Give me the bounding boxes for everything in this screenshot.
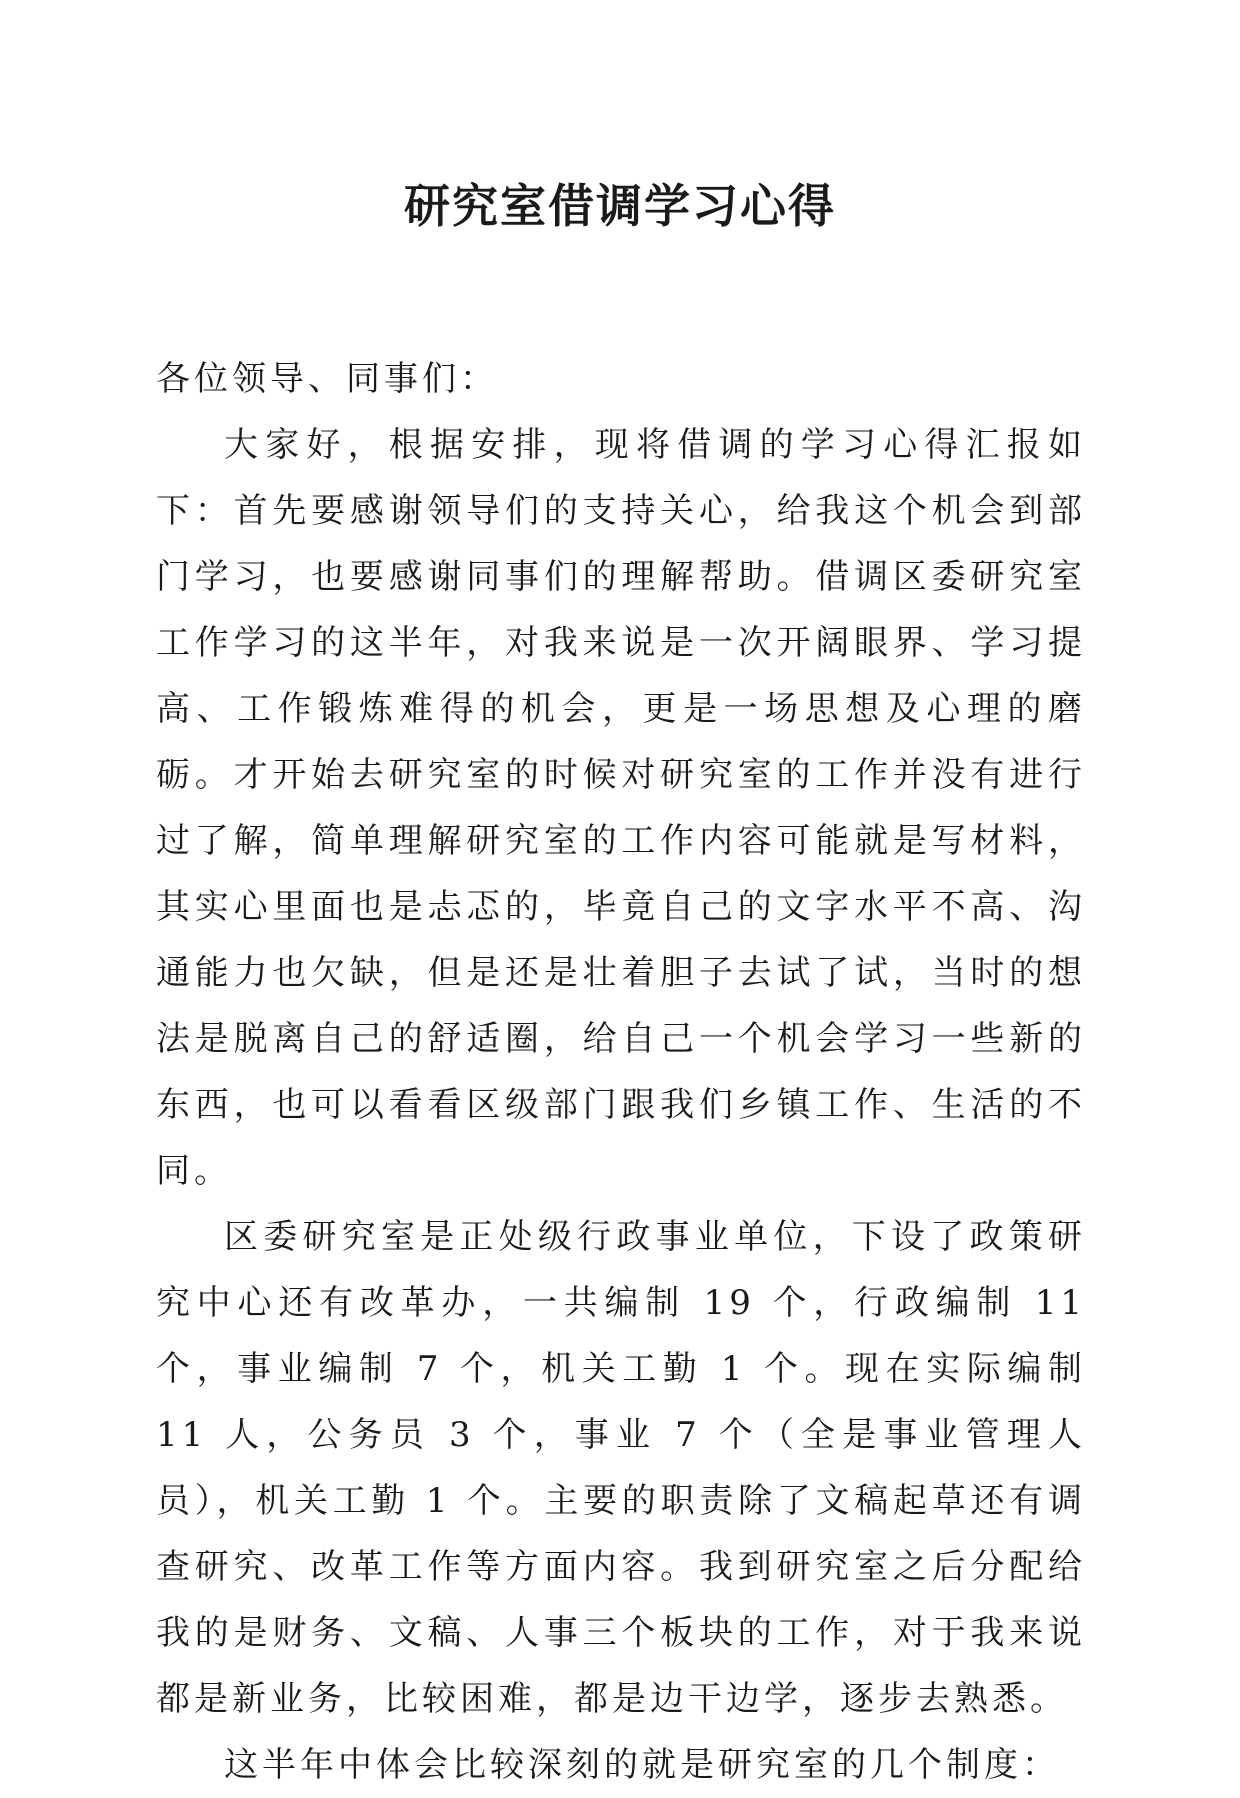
- paragraph-2: 区委研究室是正处级行政事业单位，下设了政策研究中心还有改革办，一共编制 19 个，行政编制 11 个，事业编制 7 个，机关工勤 1 个。现在实际编制 11 人，公务员 3 个，事业 7 个（全是事业管理人员），机关工勤 1 个。主要的职责除了文稿起草还有调查研究、改革工作等方面内容。我到研究室之后分配给我的是财务、文稿、人事三个板块的工作，对于我来说都是新业务，比较困难，都是边干边学，逐步去熟悉。: [156, 1217, 1086, 1719]
- paragraph-1: 大家好，根据安排，现将借调的学习心得汇报如下：首先要感谢领导们的支持关心，给我这个机会到部门学习，也要感谢同事们的理解帮助。借调区委研究室工作学习的这半年，对我来说是一次开阔眼界、学习提高、工作锻炼难得的机会，更是一场思想及心理的磨砺。才开始去研究室的时候对研究室的工作并没有进行过了解，简单理解研究室的工作内容可能就是写材料，其实心里面也是忐忑的，毕竟自己的文字水平不高、沟通能力也欠缺，但是还是壮着胆子去试了试，当时的想法是脱离自己的舒适圈，给自己一个机会学习一些新的东西，也可以看看区级部门跟我们乡镇工作、生活的不同。: [156, 425, 1086, 1191]
- document-body: [156, 346, 1086, 1798]
- paragraph-3: 这半年中体会比较深刻的就是研究室的几个制度：: [224, 1745, 1060, 1785]
- document-title: 研究室借调学习心得: [404, 179, 836, 233]
- salutation: 各位领导、同事们：: [156, 359, 498, 399]
